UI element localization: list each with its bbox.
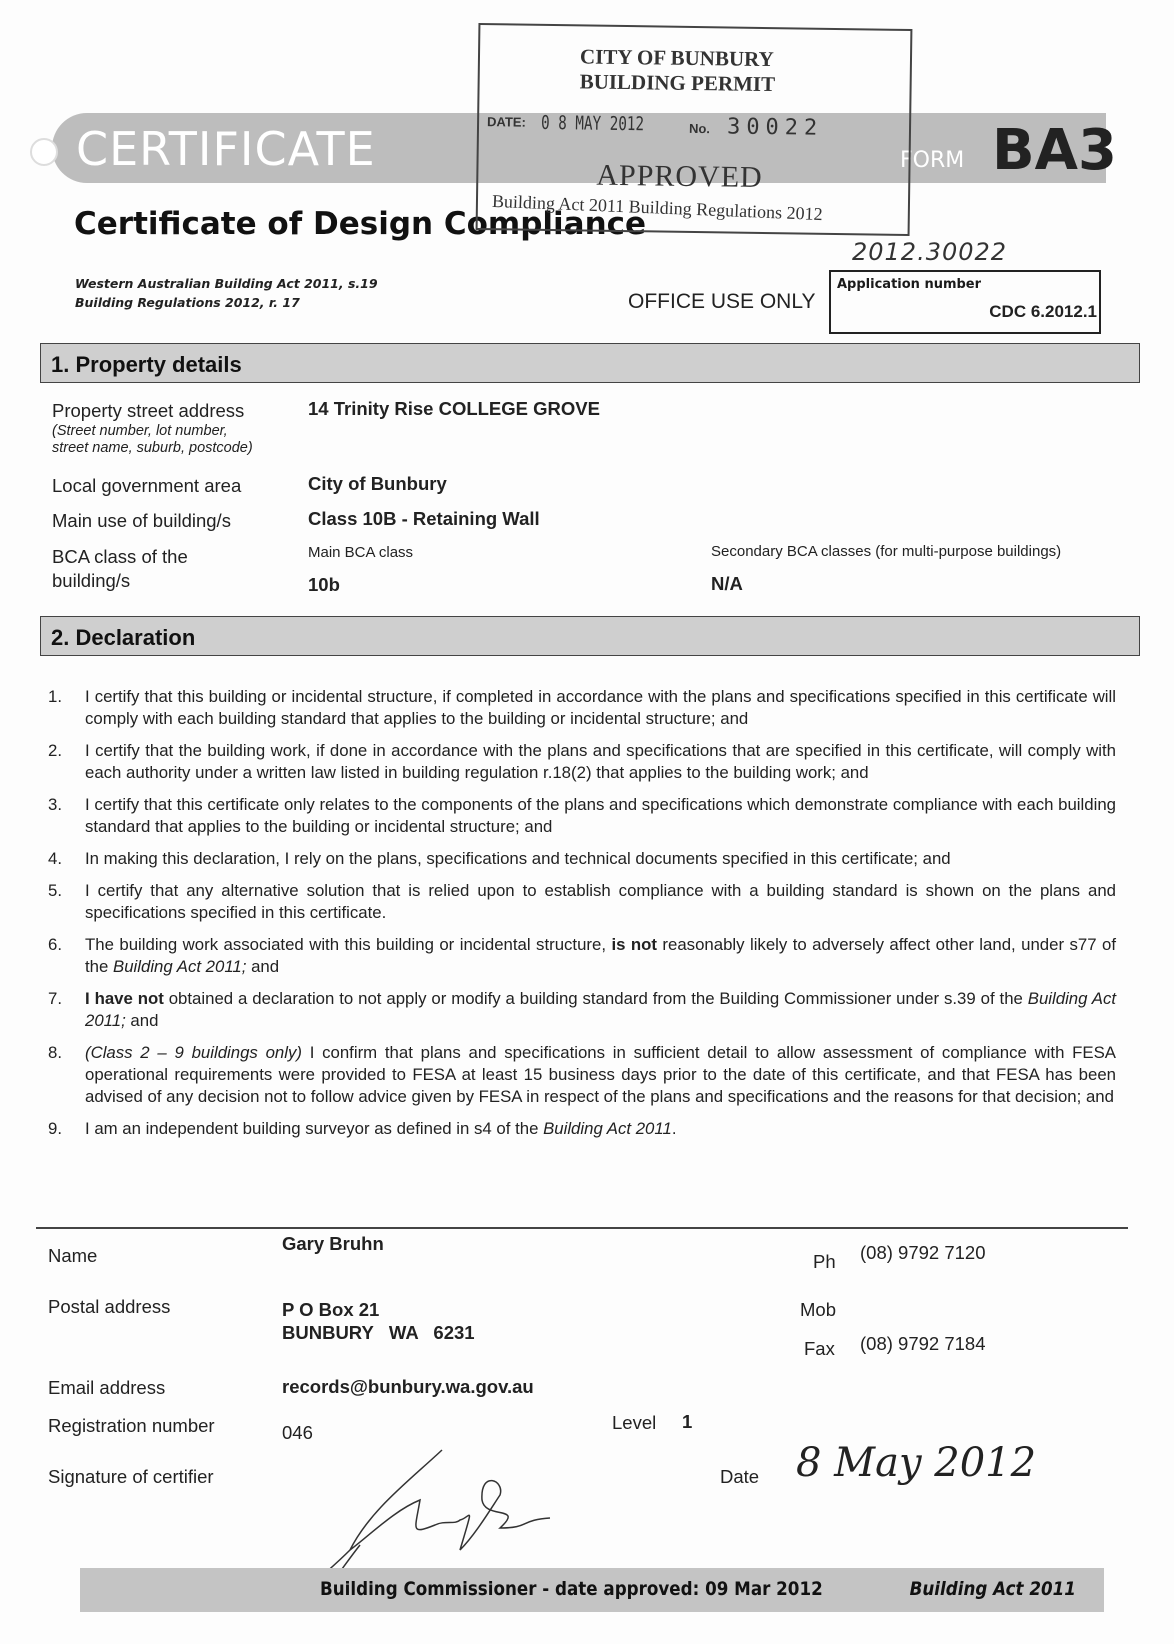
approval-stamp: [476, 23, 913, 236]
bca-class-label-line: building/s: [52, 570, 131, 591]
lga-value: City of Bunbury: [308, 473, 447, 494]
declaration-text-segment: Building Act 2011;: [113, 957, 247, 976]
declaration-text-segment: I am an independent building surveyor as defined in s4 of the: [85, 1119, 544, 1138]
postal-address-line1: P O Box 21: [282, 1299, 380, 1320]
registration-value: 046: [282, 1422, 313, 1443]
declaration-text: [85, 988, 1116, 1032]
declaration-text: [85, 740, 1116, 784]
form-code: BA3: [992, 118, 1117, 183]
declaration-item: [48, 848, 1116, 870]
date-label: Date: [720, 1466, 760, 1487]
form-label: FORM: [900, 148, 965, 173]
email-label: Email address: [48, 1377, 166, 1398]
phone-value: (08) 9792 7120: [860, 1242, 986, 1263]
declaration-text-segment: and: [125, 1011, 159, 1030]
secondary-bca-caption: Secondary BCA classes (for multi-purpose buildings): [711, 543, 1062, 560]
declaration-number: 7.: [48, 989, 62, 1008]
banner-circle-icon: [30, 138, 58, 166]
declaration-number: 4.: [48, 849, 62, 868]
declaration-item: [48, 880, 1116, 924]
footer-banner: [80, 1568, 1104, 1612]
street-address-hint: [52, 423, 253, 457]
street-address-hint-line: (Street number, lot number,: [52, 423, 228, 439]
stamp-issuer: CITY OF BUNBURY: [579, 44, 774, 72]
main-use-label: Main use of building/s: [52, 510, 231, 531]
declaration-text-segment: reasonably likely to adversely affect other land, under s77 of the: [85, 935, 1116, 976]
section-heading: 2. Declaration: [51, 625, 196, 650]
application-number-box: [829, 270, 1101, 334]
section-property-details-header: [40, 343, 1140, 383]
declaration-text-segment: obtained a declaration to not apply or modify a building standard from the Building Commissioner under s.39 of the: [163, 989, 1028, 1008]
main-bca-value: 10b: [308, 574, 340, 595]
main-bca-caption: Main BCA class: [308, 544, 414, 561]
declaration-text-segment: .: [671, 1119, 677, 1138]
legislation-act: Western Australian Building Act 2011, s.19: [75, 276, 378, 291]
declaration-text-segment: I confirm that plans and specifications in sufficient detail to allow assessment of compliance with FESA operational requirements were provided to FESA at least 15 business days prior to the date of this certificate, and that FESA has been advised of any decision not to follow advice given by FESA in respect of the plans and specifications and the reasons for that decision; and: [85, 1043, 1116, 1106]
declaration-text: [85, 880, 1116, 924]
declaration-text-segment: I certify that this certificate only relates to the components of the plans and specifications which demonstrate compliance with each building standard that applies to the building or incidental structure; and: [85, 795, 1116, 836]
section-heading: 1. Property details: [51, 352, 242, 377]
declaration-number: 1.: [48, 687, 62, 706]
stamp-acts: Building Act 2011 Building Regulations 2012: [491, 190, 824, 225]
declaration-item: [48, 1118, 1116, 1140]
mobile-label: Mob: [800, 1299, 836, 1320]
stamp-type: BUILDING PERMIT: [579, 69, 776, 97]
name-label: Name: [48, 1245, 98, 1266]
fax-label: Fax: [804, 1338, 835, 1359]
banner-certificate-label: CERTIFICATE: [76, 122, 376, 176]
page-title: Certificate of Design Compliance: [74, 206, 647, 242]
declaration-text-segment: Building Act 2011: [543, 1119, 672, 1138]
name-value: Gary Bruhn: [282, 1233, 384, 1254]
declaration-item: [48, 934, 1116, 978]
declaration-text: [85, 686, 1116, 730]
level-value: 1: [682, 1411, 693, 1432]
stamp-number-label: No.: [688, 120, 711, 137]
postal-address-line2: BUNBURY WA 6231: [282, 1322, 475, 1343]
divider: [36, 1227, 1128, 1229]
phone-label: Ph: [813, 1251, 836, 1272]
declaration-text: [85, 1042, 1116, 1108]
declaration-item: [48, 988, 1116, 1032]
declaration-text: [85, 848, 1116, 870]
email-value: records@bunbury.wa.gov.au: [282, 1376, 534, 1397]
declaration-list: [48, 686, 1116, 1150]
declaration-text-segment: I certify that this building or incidental structure, if completed in accordance with the plans and specifications specified in this certificate will comply with each building standard that applies to the building or incidental structure; and: [85, 687, 1116, 728]
declaration-item: [48, 686, 1116, 730]
declaration-text: [85, 794, 1116, 838]
declaration-number: 8.: [48, 1043, 62, 1062]
street-address-hint-line: street name, suburb, postcode): [52, 440, 253, 456]
declaration-text: [85, 934, 1116, 978]
declaration-number: 9.: [48, 1119, 62, 1138]
section-declaration-header: [40, 616, 1140, 656]
fax-value: (08) 9792 7184: [860, 1333, 986, 1354]
street-address-value: 14 Trinity Rise COLLEGE GROVE: [308, 398, 600, 419]
declaration-number: 3.: [48, 795, 62, 814]
stamp-number: 30022: [726, 114, 824, 141]
declaration-number: 6.: [48, 935, 62, 954]
declaration-text-segment: In making this declaration, I rely on the plans, specifications and technical documents specified in this certificate; and: [85, 849, 951, 868]
footer-approval: Building Commissioner - date approved: 09 Mar 2012: [320, 1578, 823, 1600]
stamp-status: APPROVED: [596, 158, 763, 194]
registration-label: Registration number: [48, 1415, 215, 1436]
declaration-text-segment: (Class 2 – 9 buildings only): [85, 1043, 302, 1062]
level-label: Level: [612, 1412, 657, 1433]
secondary-bca-value: N/A: [711, 573, 743, 594]
declaration-item: [48, 1042, 1116, 1108]
footer-act: Building Act 2011: [909, 1578, 1076, 1600]
office-use-label: OFFICE USE ONLY: [628, 290, 816, 313]
bca-class-label: [52, 545, 188, 593]
declaration-number: 5.: [48, 881, 62, 900]
lga-label: Local government area: [52, 475, 242, 496]
application-number-label: Application number: [837, 277, 982, 292]
signature-label: Signature of certifier: [48, 1466, 214, 1487]
declaration-text-segment: I have not: [85, 989, 164, 1008]
declaration-text-segment: The building work associated with this building or incidental structure,: [85, 935, 612, 954]
declaration-item: [48, 740, 1116, 784]
legislation-regulations: Building Regulations 2012, r. 17: [75, 295, 300, 310]
signed-date: 8 May 2012: [796, 1440, 1037, 1486]
declaration-text: [85, 1118, 1116, 1140]
declaration-text-segment: and: [246, 957, 280, 976]
declaration-text-segment: is not: [611, 935, 657, 954]
main-use-value: Class 10B - Retaining Wall: [308, 508, 540, 529]
stamp-date: 0 8 MAY 2012: [540, 111, 645, 136]
declaration-text-segment: Building Act 2011;: [85, 989, 1117, 1030]
declaration-item: [48, 794, 1116, 838]
street-address-label: Property street address: [52, 400, 245, 421]
application-number-value: CDC 6.2012.1: [989, 302, 1097, 321]
declaration-text-segment: I certify that the building work, if done in accordance with the plans and specifications that are specified in this certificate, will comply with each authority under a written law listed in building regulation r.18(2) that applies to the building work; and: [85, 741, 1116, 782]
declaration-number: 2.: [48, 741, 62, 760]
stamp-date-label: DATE:: [486, 114, 526, 130]
postal-address-label: Postal address: [48, 1296, 171, 1317]
handwritten-reference: 2012.30022: [852, 238, 1008, 266]
legislation-reference: [75, 274, 378, 312]
declaration-text-segment: I certify that any alternative solution that is relied upon to establish compliance with a building standard is shown on the plans and specifications specified in this certificate.: [85, 881, 1116, 922]
bca-class-label-line: BCA class of the: [52, 546, 188, 567]
